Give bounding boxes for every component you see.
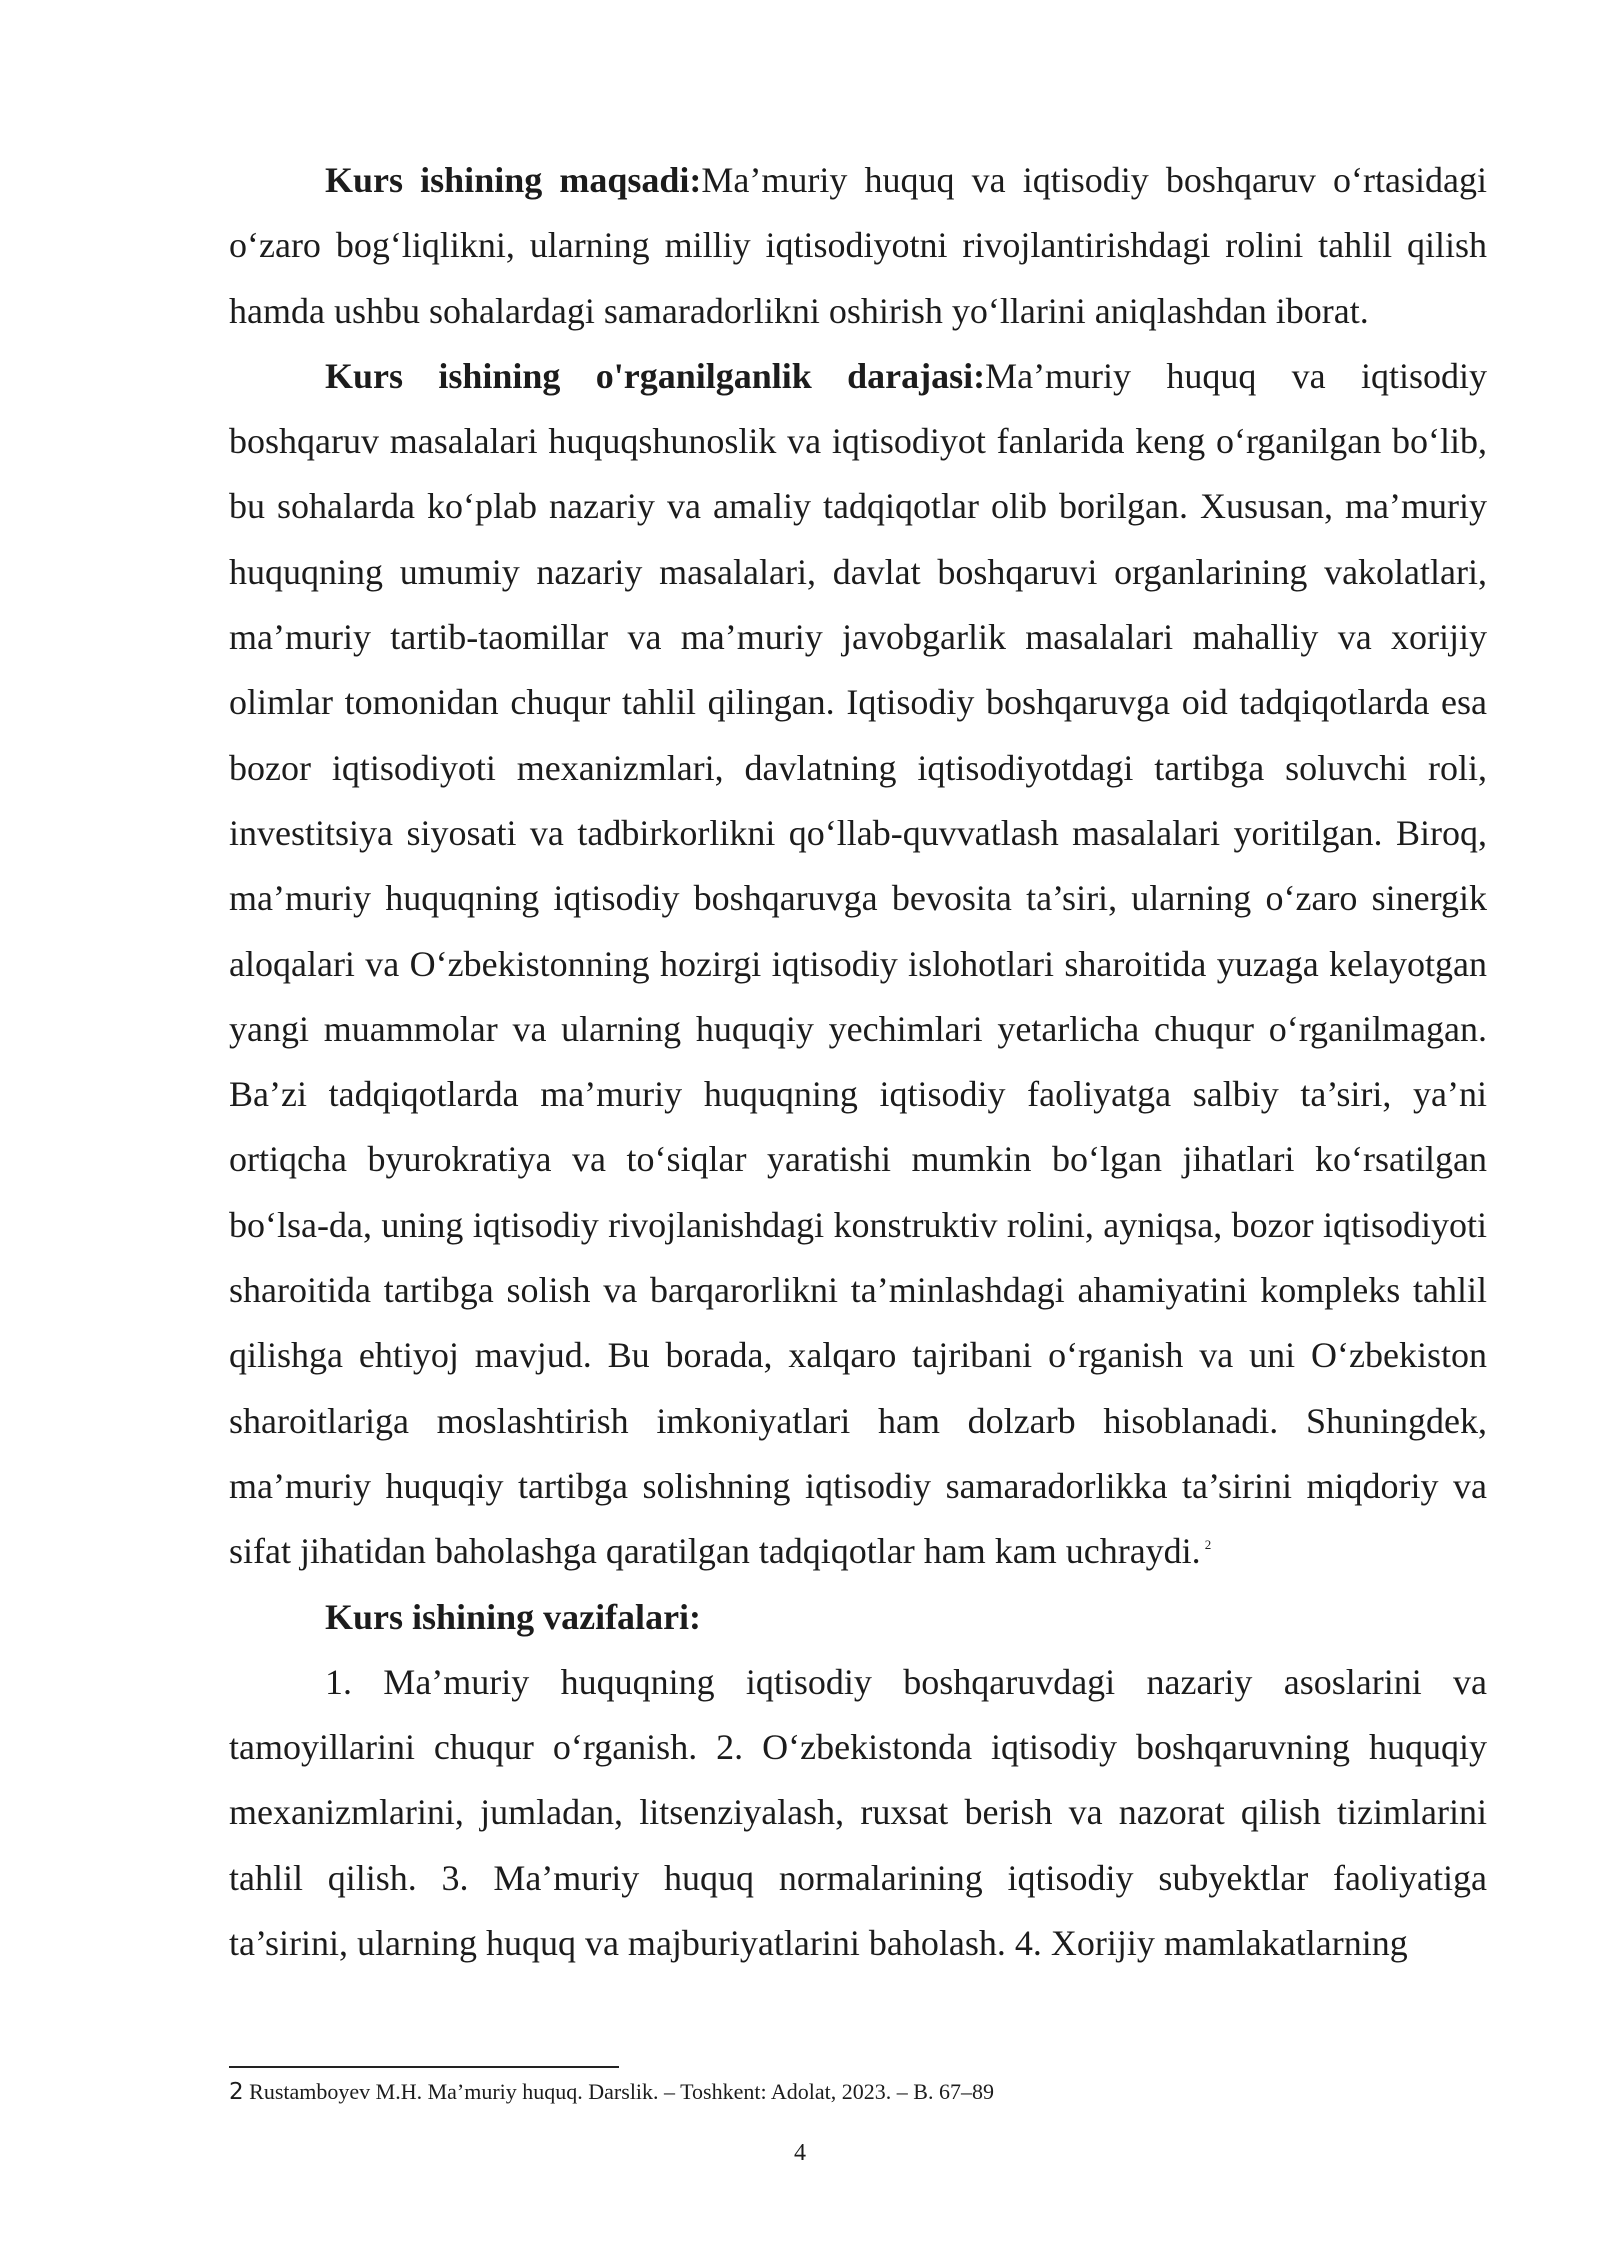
- goal-heading: Kurs ishining maqsadi:: [325, 160, 702, 200]
- tasks-heading-paragraph: [229, 1585, 1487, 1650]
- study-level-heading: Kurs ishining o'rganilganlik darajasi:: [325, 355, 986, 396]
- footnote-number: 2: [229, 2079, 244, 2105]
- footnote-reference[interactable]: 2: [1204, 1537, 1212, 1553]
- footnote-separator: [229, 2066, 619, 2068]
- tasks-list-paragraph: [229, 1650, 1487, 1976]
- page-number: 4: [794, 2140, 806, 2166]
- tasks-list-text: 1. Ma’muriy huquqning iqtisodiy boshqaruvdagi nazariy asoslarini va tamoyillarini chuqur o‘rganish. 2. O‘zbekistonda iqtisodiy boshqaruvning huquqiy mexanizmlarini, jumladan, litsenziyalash, ruxsat berish va nazorat qilish tizimlarini tahlil qilish. 3. Ma’muriy huquq normalarining iqtisodiy subyektlar faoliyatiga ta’sirini, ularning huquq va majburiyatlarini baholash. 4. Xorijiy mamlakatlarning: [229, 1661, 1487, 1964]
- study-level-paragraph: [229, 344, 1487, 1585]
- tasks-heading: Kurs ishining vazifalari:: [325, 1596, 702, 1637]
- study-level-text: Ma’muriy huquq va iqtisodiy boshqaruv masalalari huquqshunoslik va iqtisodiyot fanlarida keng o‘rganilgan bo‘lib, bu sohalarda ko‘plab nazariy va amaliy tadqiqotlar olib borilgan. Xususan, ma’muriy huquqning umumiy nazariy masalalari, davlat boshqaruvi organlarining vakolatlari, ma’muriy tartib-taomillar va ma’muriy javobgarlik masalalari mahalliy va xorijiy olimlar tomonidan chuqur tahlil qilingan. Iqtisodiy boshqaruvga oid tadqiqotlarda esa bozor iqtisodiyoti mexanizmlari, davlatning iqtisodiyotdagi tartibga soluvchi roli, investitsiya siyosati va tadbirkorlikni qo‘llab-quvvatlash masalalari yoritilgan. Biroq, ma’muriy huquqning iqtisodiy boshqaruvga bevosita ta’siri, ularning o‘zaro sinergik aloqalari va O‘zbekistonning hozirgi iqtisodiy islohotlari sharoitida yuzaga kelayotgan yangi muammolar va ularning huquqiy yechimlari yetarlicha chuqur o‘rganilmagan. Ba’zi tadqiqotlarda ma’muriy huquqning iqtisodiy faoliyatga salbiy ta’siri, ya’ni ortiqcha byurokratiya va to‘siqlar yaratishi mumkin bo‘lgan jihatlari ko‘rsatilgan bo‘lsa-da, uning iqtisodiy rivojlanishdagi konstruktiv rolini, ayniqsa, bozor iqtisodiyoti sharoitida tartibga solish va barqarorlikni ta’minlashdagi ahamiyatini kompleks tahlil qilishga ehtiyoj mavjud. Bu borada, xalqaro tajribani o‘rganish va uni O‘zbekiston sharoitlariga moslashtirish imkoniyatlari ham dolzarb hisoblanadi. Shuningdek, ma’muriy huquqiy tartibga solishning iqtisodiy samaradorlikka ta’sirini miqdoriy va sifat jihatidan baholashga qaratilgan tadqiqotlar ham kam uchraydi.: [229, 355, 1487, 1572]
- goal-text: Ma’muriy huquq va iqtisodiy boshqaruv o‘rtasidagi o‘zaro bog‘liqlikni, ularning milliy iqtisodiyotni rivojlantirishdagi rolini tahlil qilish hamda ushbu sohalardagi samaradorlikni oshirish yo‘llarini aniqlashdan iborat.: [229, 160, 1487, 331]
- footnote: [229, 2076, 994, 2108]
- page-body: [229, 148, 1487, 1976]
- footnote-text: Rustamboyev M.H. Ma’muriy huquq. Darslik. – Toshkent: Adolat, 2023. – B. 67–89: [243, 2079, 994, 2104]
- goal-paragraph: [229, 148, 1487, 344]
